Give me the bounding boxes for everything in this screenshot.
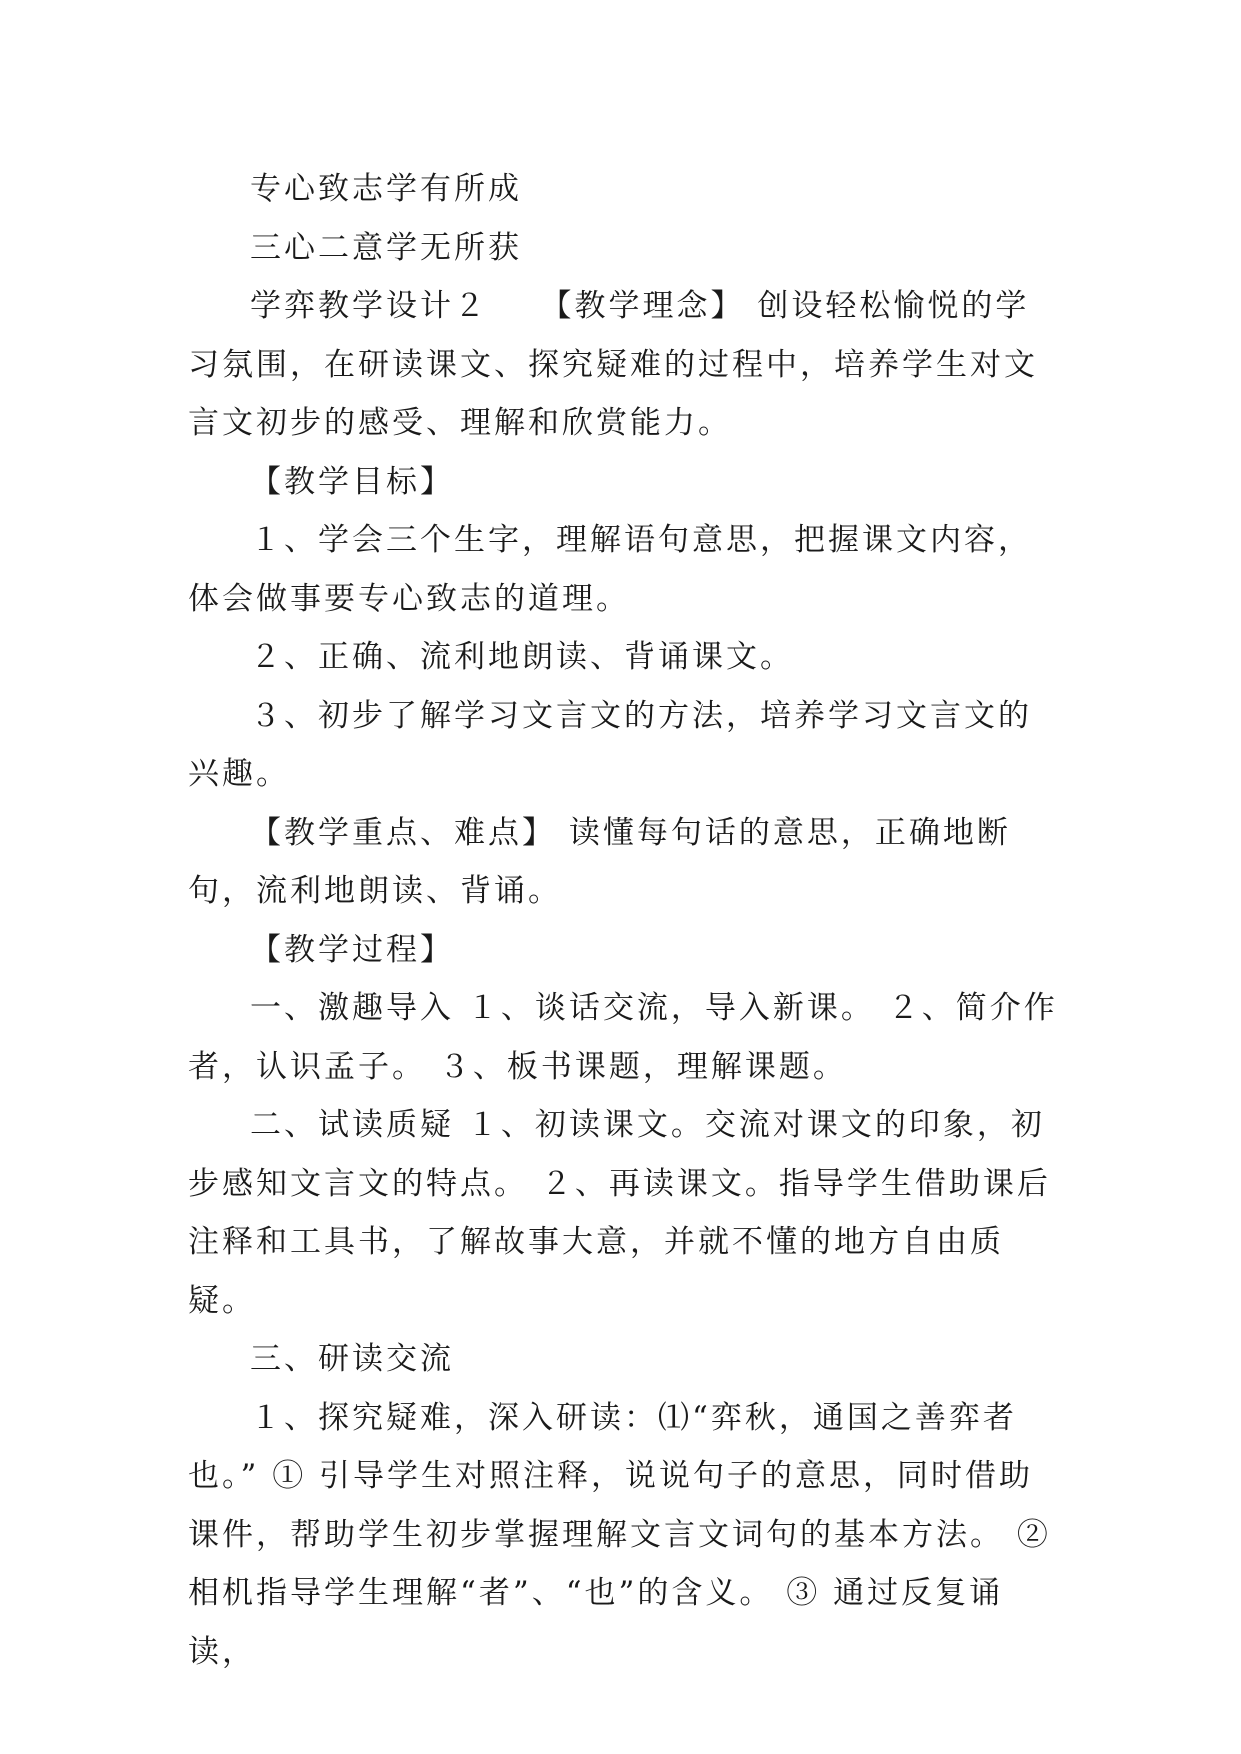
- paragraph-motto-1: 专心致志学有所成: [250, 171, 522, 207]
- document-page: [188, 160, 1058, 1681]
- paragraph-teaching-concept: 学弈教学设计２ 【教学理念】 创设轻松愉悦的学习氛围，在研读课文、探究疑难的过程中，培养学生对文言文初步的感受、理解和欣赏能力。: [188, 288, 1038, 441]
- heading-teaching-goals: 【教学目标】: [250, 463, 454, 500]
- paragraph-goal-1: １、学会三个生字，理解语句意思，把握课文内容，体会做事要专心致志的道理。: [188, 522, 1032, 617]
- paragraph-goal-2: ２、正确、流利地朗读、背诵课文。: [250, 639, 794, 675]
- paragraph-step-2: 二、试读质疑 １、初读课文。交流对课文的印象，初步感知文言文的特点。 ２、再读课文。指导学生借助课后注释和工具书，了解故事大意，并就不懂的地方自由质疑。: [188, 1107, 1051, 1319]
- heading-teaching-process: 【教学过程】: [250, 931, 454, 968]
- paragraph-motto-2: 三心二意学无所获: [250, 229, 522, 266]
- paragraph-goal-3: ３、初步了解学习文言文的方法，培养学习文言文的兴趣。: [188, 697, 1032, 792]
- paragraph-step-3-detail: １、探究疑难，深入研读：⑴“弈秋，通国之善弈者也。” ① 引导学生对照注释，说说句子的意思，同时借助课件，帮助学生初步掌握理解文言文词句的基本方法。 ② 相机指导学生理解“者”、“也”的含义。 ③ 通过反复诵读，: [188, 1399, 1051, 1670]
- heading-step-3: 三、研读交流: [250, 1341, 454, 1377]
- paragraph-key-points: 【教学重点、难点】 读懂每句话的意思，正确地断句，流利地朗读、背诵。: [188, 814, 1011, 909]
- paragraph-step-1: 一、激趣导入 １、谈话交流，导入新课。 ２、简介作者，认识孟子。 ３、板书课题，理解课题。: [188, 990, 1058, 1085]
